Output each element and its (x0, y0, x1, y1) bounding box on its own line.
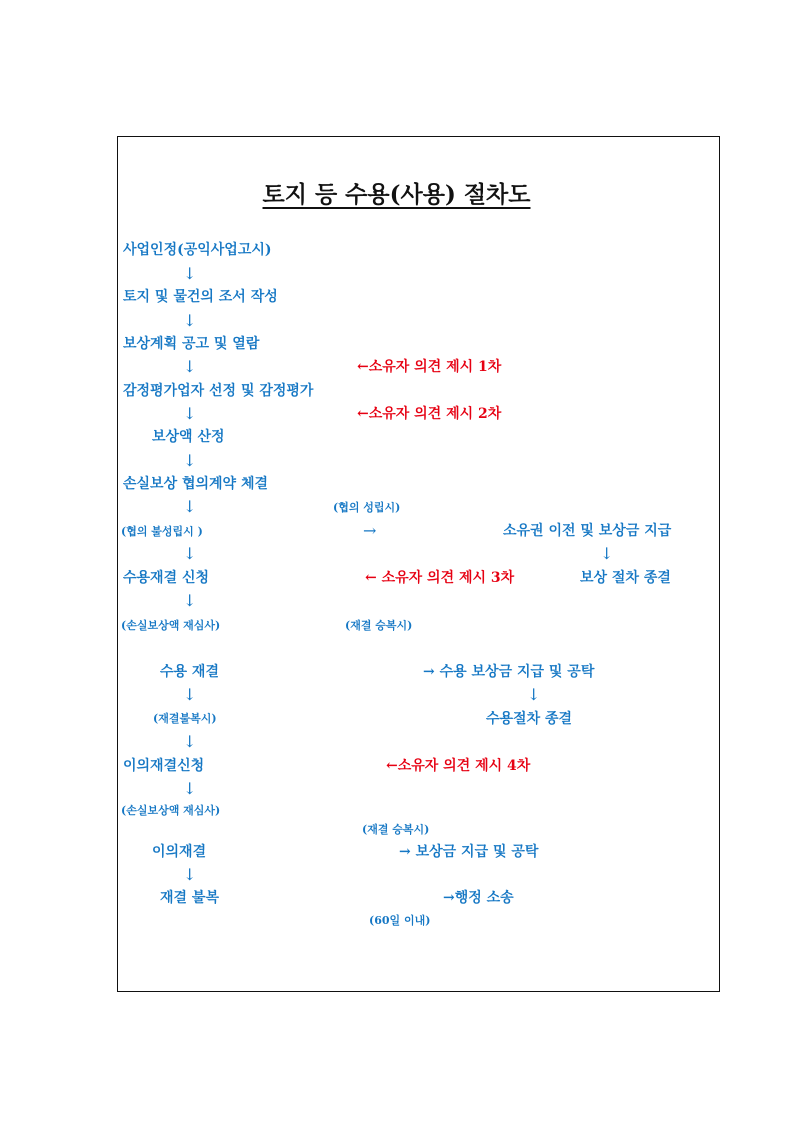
step-compensation-calc: 보상액 산정 (152, 429, 225, 445)
step-objection-request: 이의재결신청 (123, 758, 205, 774)
step-land-survey: 토지 및 물건의 조서 작성 (123, 289, 278, 305)
outcome-expropriation-end: 수용절차 종결 (486, 711, 573, 727)
owner-opinion-3: ← 소유자 의견 제시 3차 (365, 570, 515, 586)
flow-arrow-down-6: ↓ (183, 497, 197, 516)
flow-arrow-down-2: ↓ (183, 311, 197, 330)
flow-arrow-down-7: ↓ (183, 544, 197, 563)
note-consult-fail: (협의 불성립시 ) (121, 525, 203, 538)
flow-arrow-down-13: ↓ (183, 779, 197, 798)
step-decision-refusal: 재결 불복 (160, 890, 219, 906)
step-objection-decision: 이의재결 (152, 844, 207, 860)
note-accept-2: (재결 승복시) (362, 823, 430, 836)
flow-arrow-down-1: ↓ (183, 264, 197, 283)
step-consultation-contract: 손실보상 협의계약 체결 (123, 476, 268, 492)
note-review-2: (손실보상액 재심사) (121, 804, 221, 817)
flow-arrow-down-5: ↓ (183, 451, 197, 470)
flow-arrow-down-3: ↓ (183, 357, 197, 376)
owner-opinion-2: ←소유자 의견 제시 2차 (357, 406, 502, 422)
flow-arrow-down-14: ↓ (183, 865, 197, 884)
flow-arrow-right-1: → (363, 521, 377, 540)
outcome-expropriation-payment: → 수용 보상금 지급 및 공탁 (423, 664, 595, 680)
owner-opinion-1: ←소유자 의견 제시 1차 (357, 359, 502, 375)
owner-opinion-4: ←소유자 의견 제시 4차 (386, 758, 531, 774)
flow-arrow-down-9: ↓ (183, 591, 197, 610)
document-frame (117, 136, 720, 992)
note-consult-success: (협의 성립시) (333, 501, 401, 514)
step-project-approval: 사업인정(공익사업고시) (123, 242, 272, 258)
step-appraisal: 감정평가업자 선정 및 감정평가 (123, 383, 314, 399)
flow-arrow-down-8: ↓ (600, 544, 614, 563)
note-within-60-days: (60일 이내) (369, 914, 431, 927)
note-refuse: (재결불복시) (153, 712, 217, 725)
note-accept-1: (재결 승복시) (345, 619, 413, 632)
document-title: 토지 등 수용(사용) 절차도 (262, 181, 531, 208)
flow-arrow-down-4: ↓ (183, 404, 197, 423)
outcome-compensation-end: 보상 절차 종결 (580, 570, 671, 586)
step-compensation-plan: 보상계획 공고 및 열람 (123, 336, 260, 352)
outcome-administrative-lawsuit: →행정 소송 (443, 890, 514, 906)
flow-arrow-down-11: ↓ (527, 685, 541, 704)
flow-arrow-down-12: ↓ (183, 732, 197, 751)
flow-arrow-down-10: ↓ (183, 685, 197, 704)
step-expropriation-request: 수용재결 신청 (123, 570, 210, 586)
outcome-payment-deposit: → 보상금 지급 및 공탁 (399, 844, 539, 860)
note-review-1: (손실보상액 재심사) (121, 619, 221, 632)
step-expropriation-decision: 수용 재결 (160, 664, 219, 680)
outcome-ownership-transfer: 소유권 이전 및 보상금 지급 (503, 523, 672, 539)
